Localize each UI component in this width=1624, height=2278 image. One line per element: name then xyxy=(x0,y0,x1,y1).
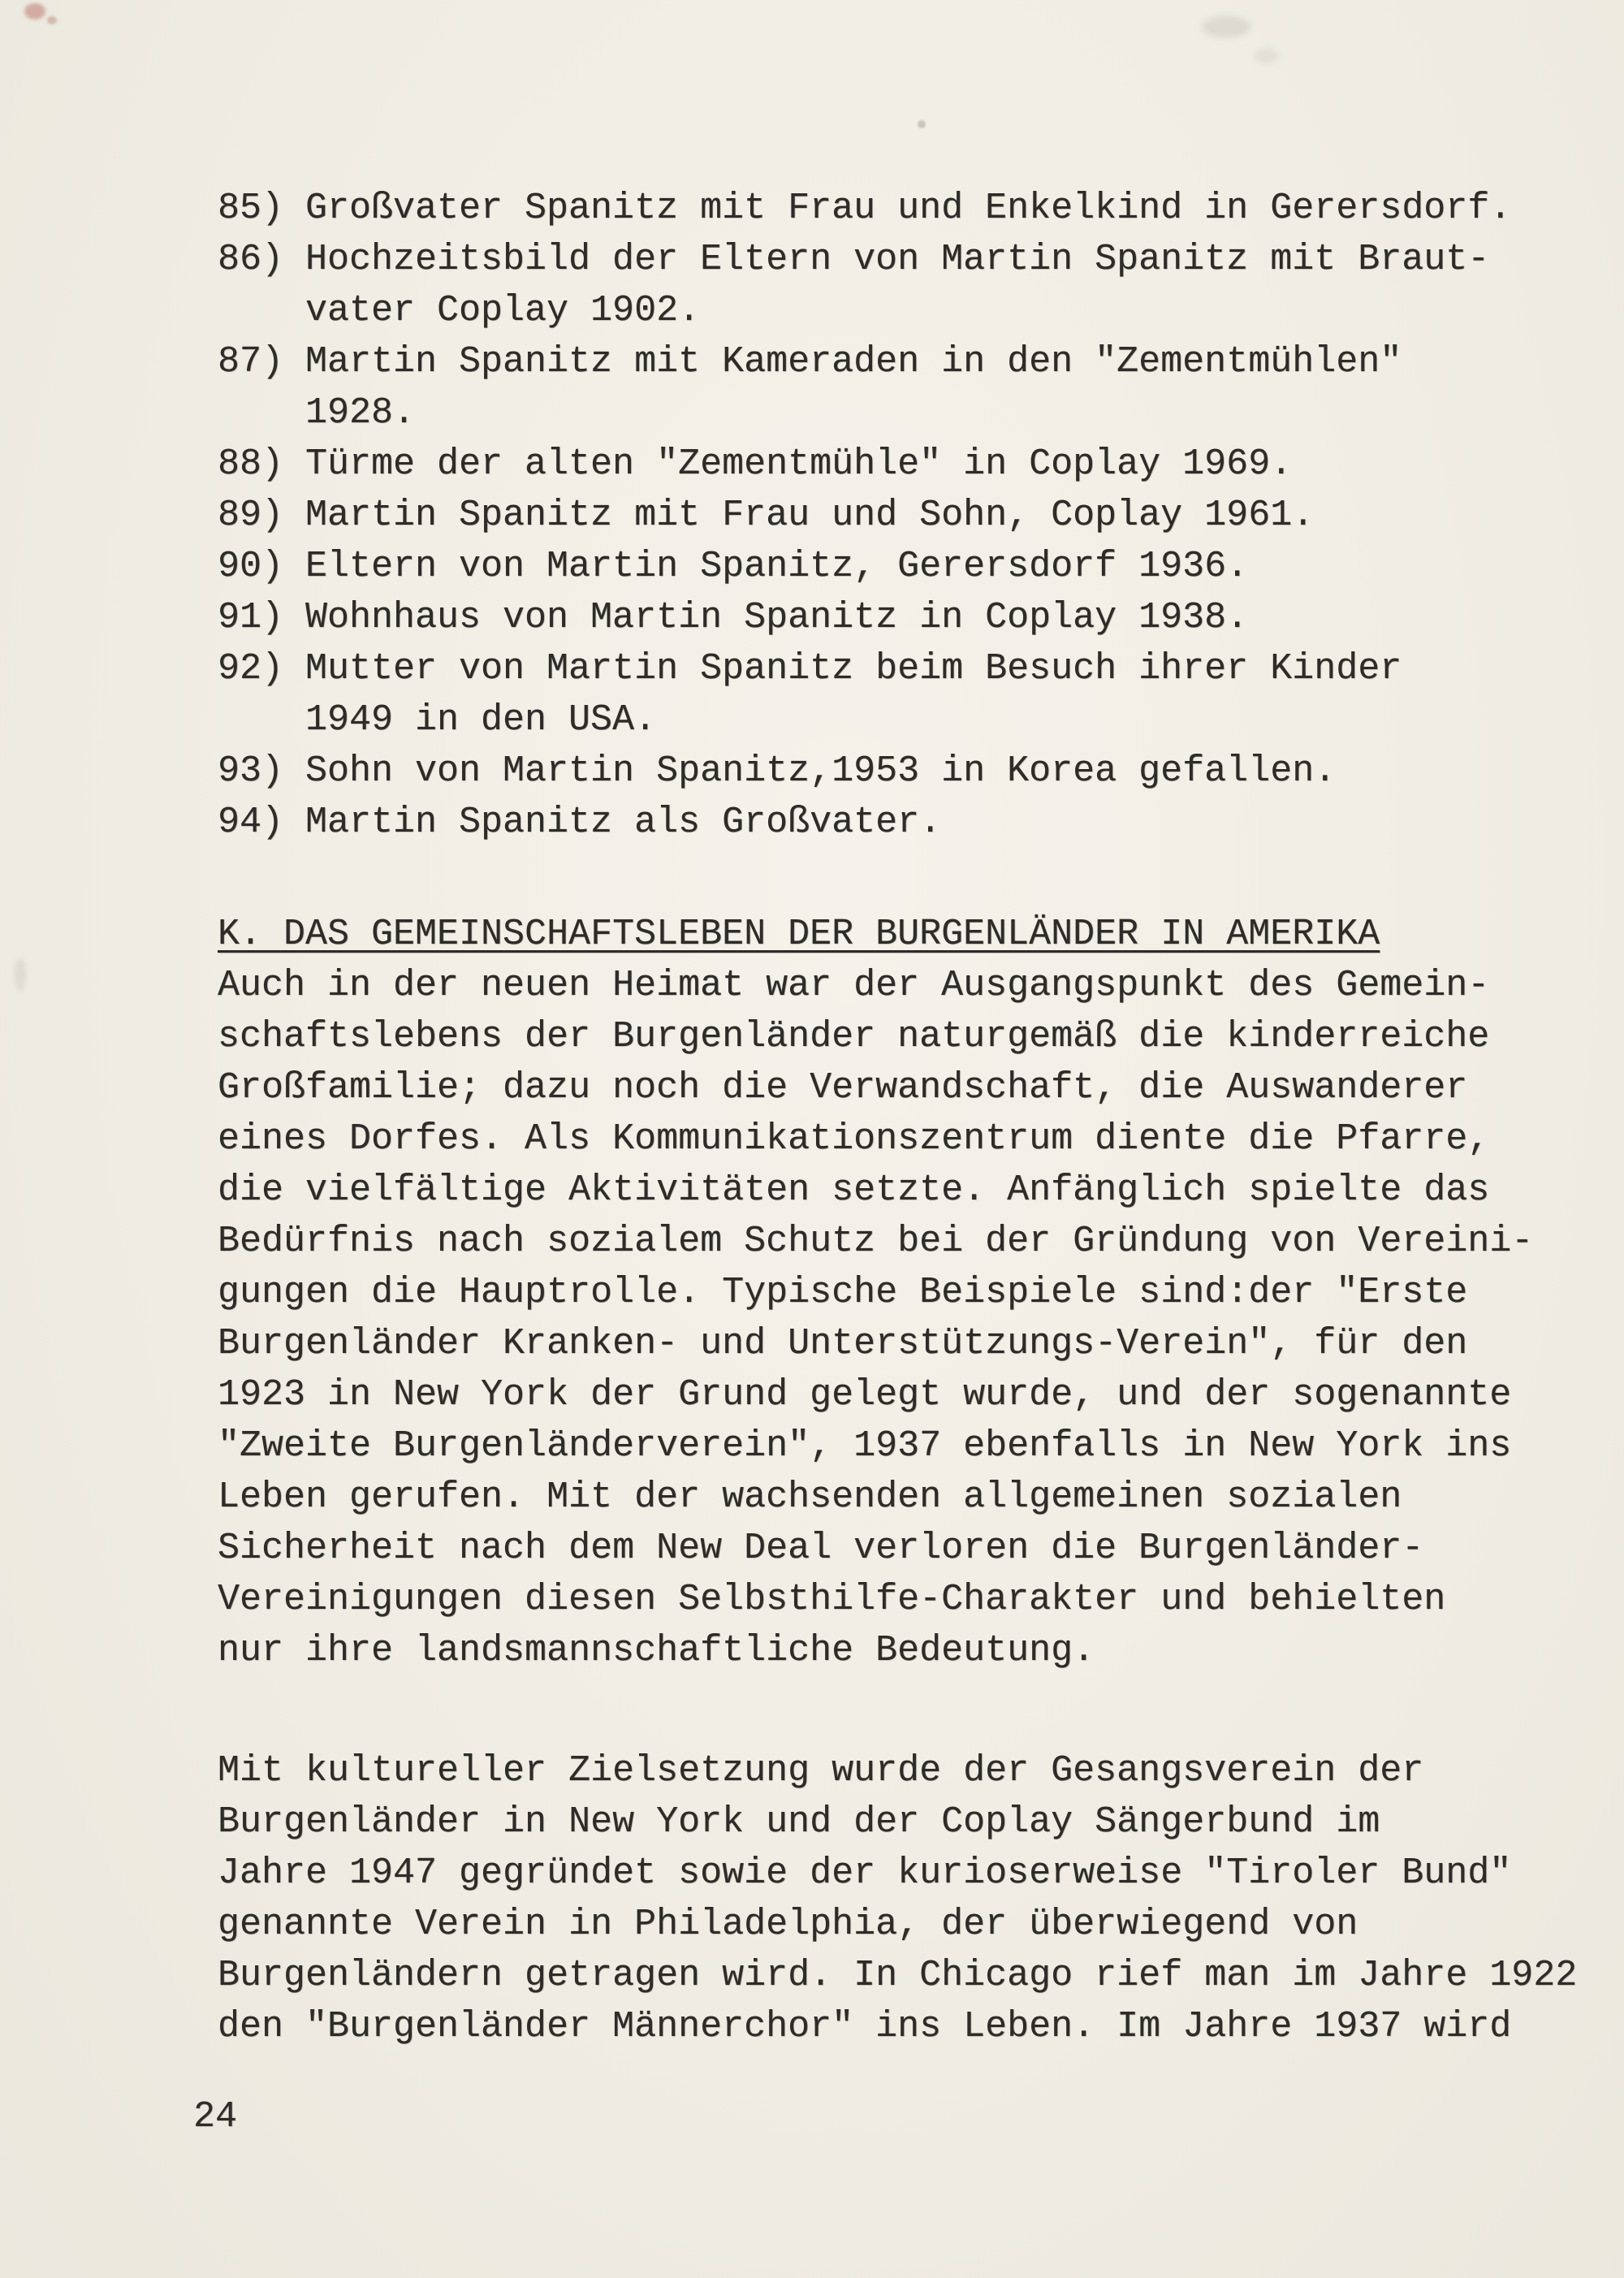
paragraph-line: 1923 in New York der Grund gelegt wurde, und der sogenannte xyxy=(218,1374,1512,1416)
photo-caption-row xyxy=(218,592,1590,643)
paragraph-line: gungen die Hauptrolle. Typische Beispiele sind:der "Erste xyxy=(218,1272,1468,1313)
photo-caption-text: Eltern von Martin Spanitz, Gerersdorf 1936. xyxy=(305,546,1249,587)
photo-caption-row xyxy=(218,285,1590,336)
page-number: 24 xyxy=(193,2096,238,2138)
photo-caption-list xyxy=(218,183,1590,848)
photo-caption-text: Martin Spanitz als Großvater. xyxy=(305,802,942,843)
photo-caption-number: 93) xyxy=(218,750,284,792)
page-content xyxy=(218,183,1590,2052)
photo-caption-text: Martin Spanitz mit Frau und Sohn, Coplay 1961. xyxy=(305,495,1315,536)
photo-caption-number: 86) xyxy=(218,239,284,280)
paragraph-line: Bedürfnis nach sozialem Schutz bei der Gründung von Vereini- xyxy=(218,1221,1534,1262)
paragraph-line: Leben gerufen. Mit der wachsenden allgemeinen sozialen xyxy=(218,1476,1402,1518)
scan-artifact xyxy=(15,958,26,991)
photo-caption-row xyxy=(218,336,1590,387)
photo-caption-number: 94) xyxy=(218,802,284,843)
photo-caption-row xyxy=(218,694,1590,746)
photo-caption-text: 1928. xyxy=(305,392,416,434)
paragraph-line: Auch in der neuen Heimat war der Ausgangspunkt des Gemein- xyxy=(218,965,1490,1006)
photo-caption-text: Wohnhaus von Martin Spanitz in Coplay 1938. xyxy=(305,597,1249,638)
photo-caption-text: 1949 in den USA. xyxy=(305,699,657,741)
photo-caption-text: Hochzeitsbild der Eltern von Martin Spanitz mit Braut- xyxy=(305,239,1490,280)
photo-caption-text: Großvater Spanitz mit Frau und Enkelkind in Gerersdorf. xyxy=(305,188,1512,229)
photo-caption-number: 88) xyxy=(218,443,284,485)
photo-caption-number: 87) xyxy=(218,341,284,383)
paragraph-line: Sicherheit nach dem New Deal verloren die Burgenländer- xyxy=(218,1528,1424,1569)
section-heading: K. DAS GEMEINSCHAFTSLEBEN DER BURGENLÄNDER IN AMERIKA xyxy=(218,914,1380,955)
paragraph-line: "Zweite Burgenländerverein", 1937 ebenfalls in New York ins xyxy=(218,1425,1512,1467)
photo-caption-number: 91) xyxy=(218,597,284,638)
photo-caption-row xyxy=(218,387,1590,439)
paragraph-line: Jahre 1947 gegründet sowie der kurioserweise "Tiroler Bund" xyxy=(218,1852,1512,1894)
photo-caption-number: 89) xyxy=(218,495,284,536)
paragraph-line: eines Dorfes. Als Kommunikationszentrum diente die Pfarre, xyxy=(218,1118,1490,1160)
paragraph-line: Großfamilie; dazu noch die Verwandschaft, die Auswanderer xyxy=(218,1067,1468,1109)
scan-artifact xyxy=(1202,16,1250,37)
paragraph-line: nur ihre landsmannschaftliche Bedeutung. xyxy=(218,1630,1095,1671)
paragraph-line: Vereinigungen diesen Selbsthilfe-Charakter und behielten xyxy=(218,1579,1446,1620)
photo-caption-number: 92) xyxy=(218,648,284,689)
photo-caption-number: 90) xyxy=(218,546,284,587)
photo-caption-text: vater Coplay 1902. xyxy=(305,290,701,331)
paragraph-line: den "Burgenländer Männerchor" ins Leben. Im Jahre 1937 wird xyxy=(218,2006,1512,2047)
photo-caption-row xyxy=(218,439,1590,490)
photo-caption-text: Mutter von Martin Spanitz beim Besuch ihrer Kinder xyxy=(305,648,1402,689)
photo-caption-text: Martin Spanitz mit Kameraden in den "Zementmühlen" xyxy=(305,341,1402,383)
paragraph-community-life xyxy=(218,960,1590,1676)
photo-caption-row xyxy=(218,541,1590,592)
photo-caption-row xyxy=(218,490,1590,541)
photo-caption-number: 85) xyxy=(218,188,284,229)
paragraph-line: genannte Verein in Philadelphia, der überwiegend von xyxy=(218,1904,1358,1945)
paragraph-line: Burgenländern getragen wird. In Chicago rief man im Jahre 1922 xyxy=(218,1955,1578,1996)
paragraph-line: Burgenländer in New York und der Coplay Sängerbund im xyxy=(218,1801,1380,1843)
paragraph-line: schaftslebens der Burgenländer naturgemäß die kinderreiche xyxy=(218,1016,1490,1057)
photo-caption-row xyxy=(218,183,1590,234)
scan-artifact xyxy=(1255,49,1279,63)
photo-caption-text: Türme der alten "Zementmühle" in Coplay 1969. xyxy=(305,443,1293,485)
photo-caption-row xyxy=(218,234,1590,285)
photo-caption-row xyxy=(218,746,1590,797)
paragraph-cultural-societies xyxy=(218,1745,1590,2052)
photo-caption-row xyxy=(218,643,1590,694)
photo-caption-text: Sohn von Martin Spanitz,1953 in Korea gefallen. xyxy=(305,750,1337,792)
paragraph-line: die vielfältige Aktivitäten setzte. Anfänglich spielte das xyxy=(218,1169,1490,1211)
scan-artifact xyxy=(918,120,926,128)
scan-artifact xyxy=(24,3,45,19)
photo-caption-row xyxy=(218,797,1590,848)
paragraph-line: Burgenländer Kranken- und Unterstützungs-Verein", für den xyxy=(218,1323,1468,1364)
scan-artifact xyxy=(47,16,57,24)
paragraph-line: Mit kultureller Zielsetzung wurde der Gesangsverein der xyxy=(218,1750,1424,1792)
